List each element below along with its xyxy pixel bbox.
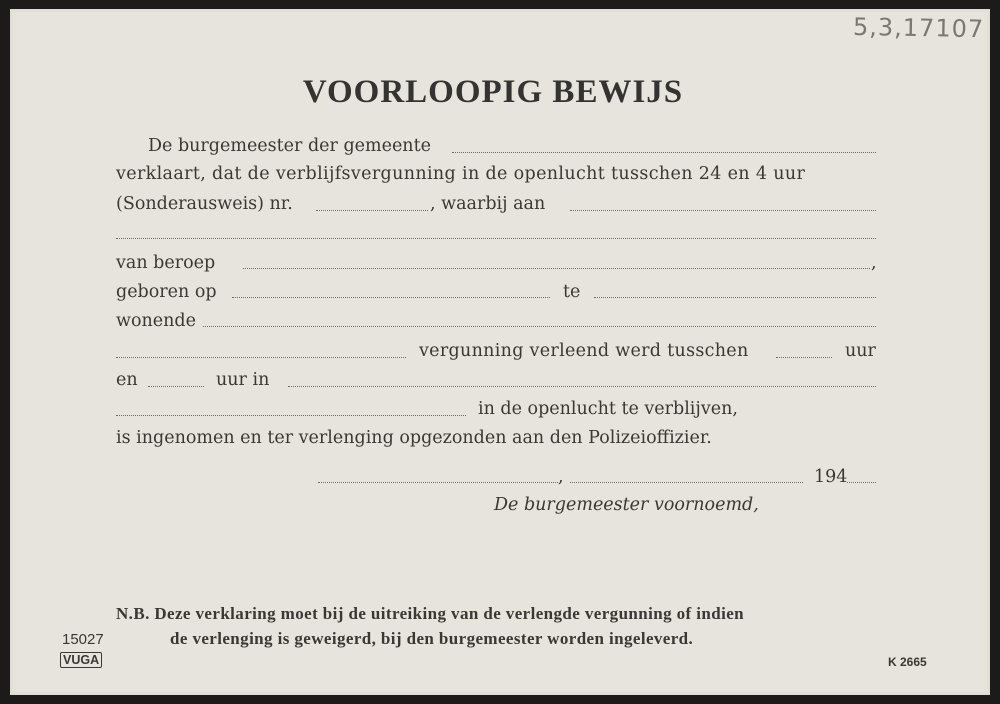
geboren-date-field[interactable]	[232, 297, 550, 298]
sonderausweis-number-field[interactable]	[316, 210, 428, 211]
beroep-comma: ,	[871, 253, 877, 273]
wonende-label: wonende	[116, 311, 196, 331]
en-label: en	[116, 370, 138, 390]
form-number: 15027	[62, 631, 104, 648]
geboren-label: geboren op	[116, 282, 217, 302]
uur-from-field[interactable]	[776, 357, 832, 358]
archive-number: 5,3,17107	[852, 12, 985, 44]
burgemeester-label: De burgemeester der gemeente	[148, 136, 431, 156]
date-field[interactable]	[116, 357, 406, 358]
sonderausweis-label: (Sonderausweis) nr.	[116, 194, 293, 214]
beroep-field[interactable]	[243, 268, 870, 269]
wonende-field[interactable]	[203, 326, 876, 327]
year-field[interactable]	[847, 482, 876, 483]
name-field[interactable]	[570, 210, 876, 211]
gemeente-field[interactable]	[452, 152, 876, 153]
nb-note-line-2: de verlenging is geweigerd, bij den burgemeester worden ingeleverd.	[170, 629, 694, 648]
year-label: 194	[814, 467, 848, 487]
te-label: te	[563, 282, 581, 302]
date-signed-field[interactable]	[570, 482, 803, 483]
printer-logo: VUGA	[60, 652, 102, 668]
form-code: K 2665	[888, 655, 927, 669]
uur-to-field[interactable]	[148, 386, 204, 387]
location-field-continued[interactable]	[116, 415, 466, 416]
place-signed-field[interactable]	[318, 482, 558, 483]
verblijven-text: in de openlucht te verblijven,	[478, 399, 738, 419]
vergunning-text: vergunning verleend werd tusschen	[419, 341, 749, 361]
uur-in-label: uur in	[216, 370, 270, 390]
waarbij-label: , waarbij aan	[430, 194, 546, 214]
ingenomen-text: is ingenomen en ter verlenging opgezonden aan den Polizeioffizier.	[116, 428, 712, 448]
signature-label: De burgemeester voornoemd,	[494, 495, 759, 515]
beroep-label: van beroep	[116, 253, 216, 273]
geboren-place-field[interactable]	[594, 297, 876, 298]
date-comma: ,	[558, 467, 564, 487]
nb-note-line-1: N.B. Deze verklaring moet bij de uitreiking van de verlengde vergunning of indien	[116, 604, 745, 623]
name-field-continued[interactable]	[116, 238, 876, 239]
page-title: VOORLOOPIG BEWIJS	[302, 74, 684, 110]
verklaart-text: verklaart, dat de verblijfsvergunning in de openlucht tusschen 24 en 4 uur	[116, 164, 806, 184]
uur-label: uur	[845, 341, 876, 361]
location-field[interactable]	[288, 386, 876, 387]
